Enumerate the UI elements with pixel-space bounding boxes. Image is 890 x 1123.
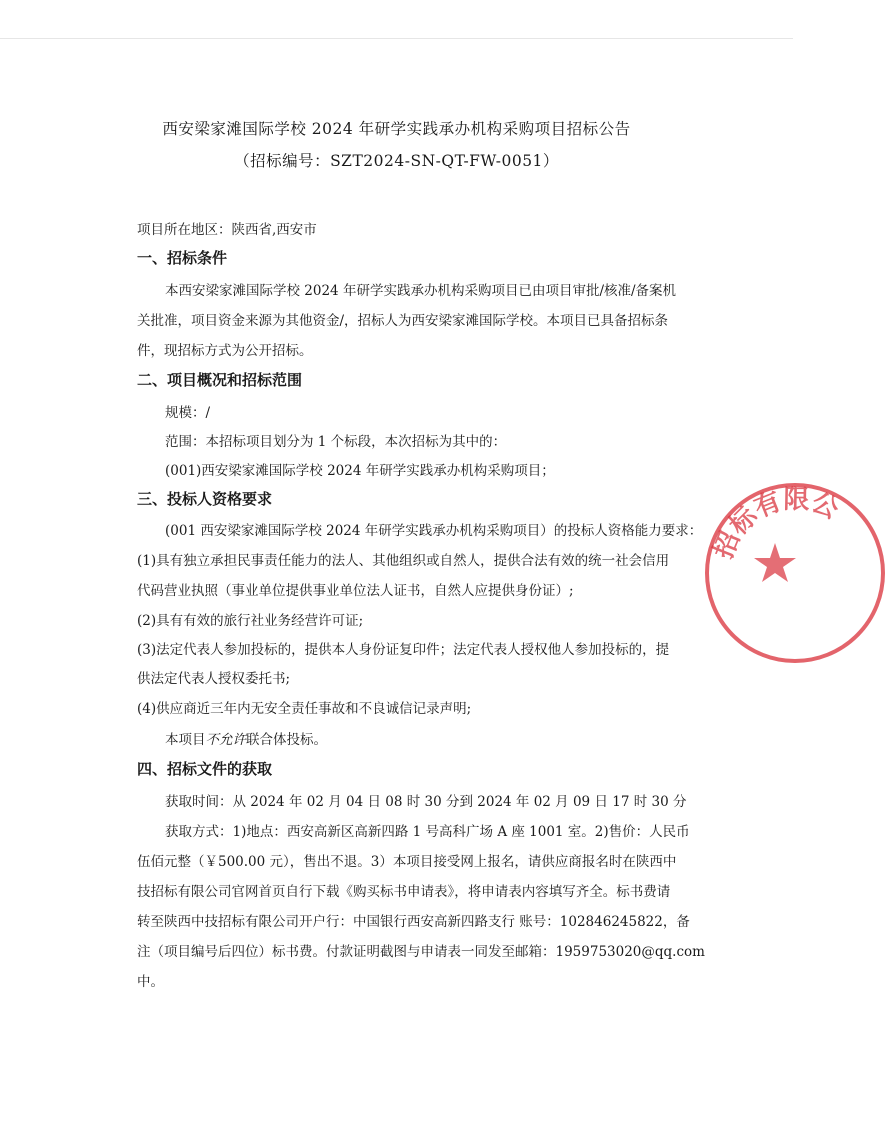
- section-4-line-1: 获取时间：从 2024 年 02 月 04 日 08 时 30 分到 2024 年 02 月 09 日 17 时 30 分: [165, 794, 687, 810]
- section-3-line-7: (4)供应商近三年内无安全责任事故和不良诚信记录声明;: [137, 701, 472, 717]
- section-2-line-1: 规模：/: [165, 405, 211, 421]
- joint-bid-statement: [165, 728, 327, 748]
- company-seal: [700, 478, 890, 668]
- section-4-line-6: 注（项目编号后四位）标书费。付款证明截图与申请表一同发至邮箱：1959753020@qq.com: [137, 944, 705, 960]
- section-4-line-7: 中。: [137, 974, 164, 990]
- section-4-line-3: 伍佰元整（￥500.00 元），售出不退。3）本项目接受网上报名，请供应商报名时在陕西中: [137, 854, 677, 870]
- section-3-line-6: 供法定代表人授权委托书;: [137, 671, 291, 687]
- section-heading-1: 一、招标条件: [137, 249, 228, 267]
- section-4-line-4: 技招标有限公司官网首页自行下载《购买标书申请表》，将申请表内容填写齐全。标书费请: [137, 884, 671, 900]
- seal-text: 招标有限公: [708, 484, 843, 564]
- joint-bid-italic: 不允许: [205, 732, 246, 748]
- section-1-line-1: 本西安梁家滩国际学校 2024 年研学实践承办机构采购项目已由项目审批/核准/备案机: [165, 283, 677, 299]
- section-4-line-5: 转至陕西中技招标有限公司开户行：中国银行西安高新四路支行 账号：102846245822，备: [137, 914, 690, 930]
- section-heading-2: 二、项目概况和招标范围: [137, 371, 303, 389]
- section-heading-3: 三、投标人资格要求: [137, 490, 273, 508]
- section-3-line-5: (3)法定代表人参加投标的，提供本人身份证复印件；法定代表人授权他人参加投标的，提: [137, 642, 670, 658]
- joint-bid-suffix: 联合体投标。: [246, 732, 327, 748]
- section-heading-4: 四、招标文件的获取: [137, 760, 273, 778]
- section-3-line-2: (1)具有独立承担民事责任能力的法人、其他组织或自然人，提供合法有效的统一社会信用: [137, 553, 670, 569]
- document-title: 西安梁家滩国际学校 2024 年研学实践承办机构采购项目招标公告: [162, 120, 631, 138]
- section-3-line-3: 代码营业执照（事业单位提供事业单位法人证书，自然人应提供身份证）;: [137, 583, 574, 599]
- section-3-line-4: (2)具有有效的旅行社业务经营许可证;: [137, 613, 364, 629]
- section-3-line-1: (001 西安梁家滩国际学校 2024 年研学实践承办机构采购项目）的投标人资格能力要求：: [165, 523, 703, 539]
- seal-star-icon: [754, 543, 796, 582]
- project-region: 项目所在地区：陕西省,西安市: [137, 222, 317, 238]
- section-1-line-3: 件，现招标方式为公开招标。: [137, 343, 313, 359]
- section-4-line-2: 获取方式：1)地点：西安高新区高新四路 1 号高科广场 A 座 1001 室。2)售价：人民币: [165, 824, 690, 840]
- section-2-line-3: (001)西安梁家滩国际学校 2024 年研学实践承办机构采购项目；: [165, 463, 555, 479]
- section-2-line-2: 范围：本招标项目划分为 1 个标段，本次招标为其中的：: [165, 434, 507, 450]
- joint-bid-prefix: 本项目: [165, 732, 206, 748]
- tender-number: （招标编号：SZT2024-SN-QT-FW-0051）: [234, 152, 559, 170]
- section-1-line-2: 关批准，项目资金来源为其他资金/，招标人为西安梁家滩国际学校。本项目已具备招标条: [137, 313, 669, 329]
